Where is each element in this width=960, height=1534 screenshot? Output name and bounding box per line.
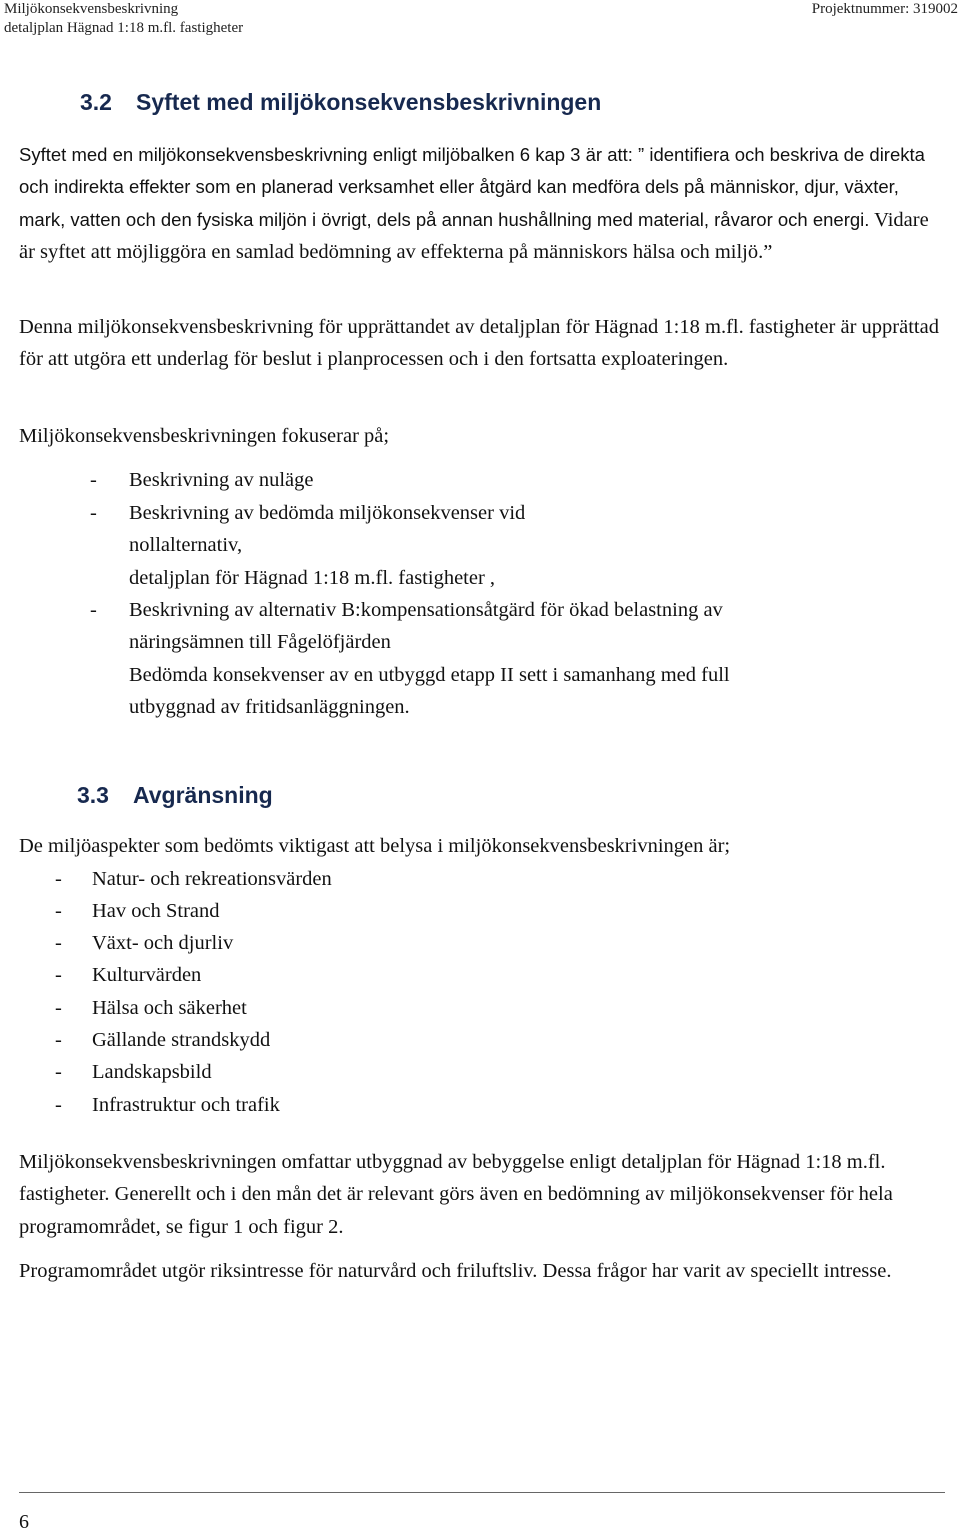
list-dash: - <box>55 1061 62 1083</box>
header-project-number: Projektnummer: 319002 <box>811 1 958 17</box>
section-3-3-intro: De miljöaspekter som bedömts viktigast att belysa i miljökonsekvensbeskrivningen är; <box>19 835 731 857</box>
list-item-text: Beskrivning av alternativ B:kompensationsåtgärd för ökad belastning av <box>129 599 723 621</box>
list-dash: - <box>90 599 97 621</box>
list-item-text: Hälsa och säkerhet <box>92 997 247 1019</box>
section-3-3-title: Avgränsning <box>133 782 273 808</box>
quote-text-continued: Vidare är syftet att möjliggöra en samlad bedömning av effekterna på människors hälsa och miljö.” <box>19 208 929 264</box>
page-number: 6 <box>19 1511 29 1533</box>
list-item-text: Natur- och rekreationsvärden <box>92 868 332 890</box>
section-3-2-title: Syftet med miljökonsekvensbeskrivningen <box>136 89 602 115</box>
list-item-text: Infrastruktur och trafik <box>92 1094 280 1116</box>
header-document-title: Miljökonsekvensbeskrivning <box>4 1 179 17</box>
list-item-text: Växt- och djurliv <box>92 932 234 954</box>
section-3-3-paragraph-scope: Miljökonsekvensbeskrivningen omfattar utbyggnad av bebyggelse enligt detaljplan för Hägnad 1:18 m.fl. fastigheter. Generellt och i den mån det är relevant görs även en bedömning av miljökonsekvenser för hela programområdet, se figur 1 och figur 2. <box>19 1151 893 1238</box>
section-3-2-heading <box>80 88 780 116</box>
list-dash: - <box>55 868 62 890</box>
section-3-2-paragraph-2: Denna miljökonsekvensbeskrivning för upprättandet av detaljplan för Hägnad 1:18 m.fl. fastigheter är upprättad för att utgöra ett underlag för beslut i planprocessen och i den fortsatta exploateringen. <box>19 316 939 371</box>
list-item-text: Beskrivning av bedömda miljökonsekvenser vid <box>129 502 526 524</box>
quote-text: Syftet med en miljökonsekvensbeskrivning enligt miljöbalken 6 kap 3 är att: ” identifiera och beskriva de direkta och indirekta effekter som en planerad verksamhet eller åtgärd kan medföra dels på människor, djur, växter, mark, vatten och den fysiska miljön i övrigt, dels på annan hushållning med material, råvaror och energi. <box>19 144 925 230</box>
list-item-text: nollalternativ, <box>129 534 243 556</box>
list-dash: - <box>55 997 62 1019</box>
footer-divider <box>19 1492 945 1493</box>
list-item-text: Hav och Strand <box>92 900 220 922</box>
list-dash: - <box>55 932 62 954</box>
header-document-subtitle: detaljplan Hägnad 1:18 m.fl. fastigheter <box>4 20 244 36</box>
list-dash: - <box>55 1094 62 1116</box>
list-item-text: utbyggnad av fritidsanläggningen. <box>129 696 410 718</box>
section-3-2-paragraph-1 <box>19 139 949 269</box>
list-item-text: Bedömda konsekvenser av en utbyggd etapp II sett i samanhang med full <box>129 664 730 686</box>
list-item-text: Landskapsbild <box>92 1061 212 1083</box>
section-3-3-heading <box>77 781 477 809</box>
section-3-3-paragraph-interest: Programområdet utgör riksintresse för naturvård och friluftsliv. Dessa frågor har varit av speciellt intresse. <box>19 1260 892 1282</box>
section-3-2-paragraph-3: Miljökonsekvensbeskrivningen fokuserar på; <box>19 425 390 447</box>
list-item-text: Beskrivning av nuläge <box>129 469 314 491</box>
section-3-2-number: 3.2 <box>80 89 112 115</box>
list-item-text: Kulturvärden <box>92 964 202 986</box>
list-dash: - <box>90 469 97 491</box>
section-3-3-number: 3.3 <box>77 782 109 808</box>
list-item-text: detaljplan för Hägnad 1:18 m.fl. fastigheter , <box>129 567 496 589</box>
list-dash: - <box>55 900 62 922</box>
list-item-text: Gällande strandskydd <box>92 1029 271 1051</box>
list-dash: - <box>55 964 62 986</box>
list-item-text: näringsämnen till Fågelöfjärden <box>129 631 391 653</box>
list-dash: - <box>55 1029 62 1051</box>
list-dash: - <box>90 502 97 524</box>
